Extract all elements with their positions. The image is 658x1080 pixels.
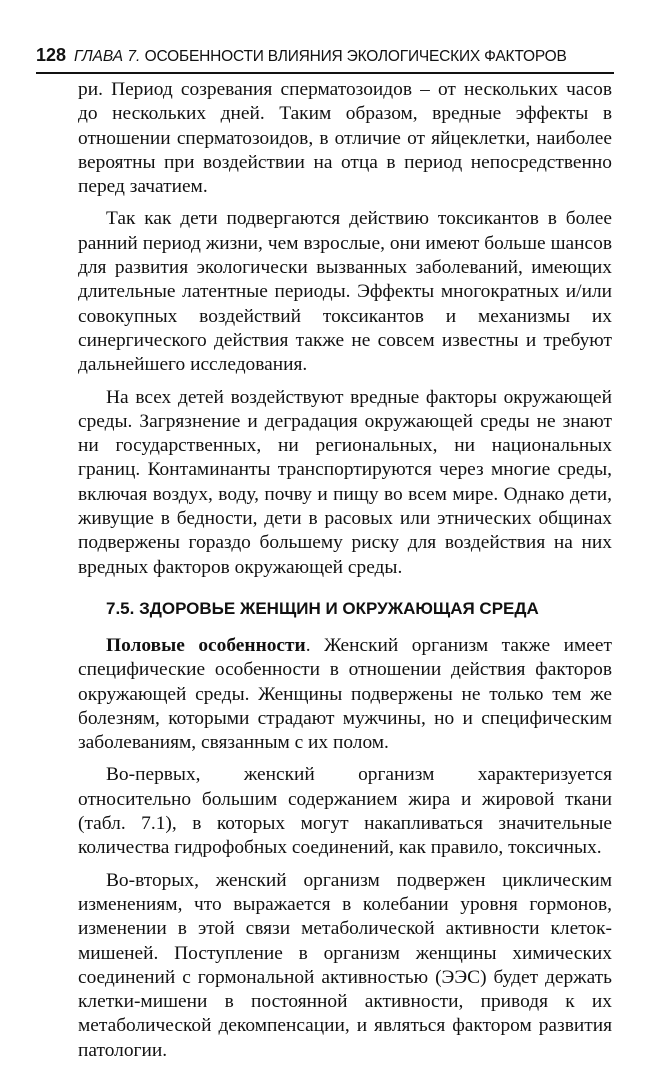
chapter-label: ГЛАВА 7. <box>74 48 141 65</box>
body-paragraph: На всех детей воздействуют вредные факторы окружающей среды. Загрязнение и деградация окружающей среды не знают ни государственных, ни региональных, ни национальных границ. Контаминанты транспортируются через многие среды, включая воздух, воду, почву и пищу во всем мире. Однако дети, живущие в бедности, дети в расовых или этнических общинах подвержены гораздо большему риску для воздействия на них вредных факторов окружающей среды. <box>78 386 612 578</box>
page-body <box>78 78 612 1071</box>
body-paragraph: ри. Период созревания сперматозоидов – от нескольких часов до нескольких дней. Таким образом, вредные эффекты в отношении сперматозоидов, в отличие от яйцеклетки, наиболее вероятны при воздействии на отца в период непосредственно перед зачатием. <box>78 79 612 198</box>
paragraph-text: . Женский организм также имеет специфические особенности в отношении действия факторов окружающей среды. Женщины подвержены не только тем же болезням, которыми страдают мужчины, но и специфическим заболеваниям, связанным с их полом. <box>78 634 612 754</box>
section-first-paragraph <box>78 634 612 755</box>
section-heading: 7.5. ЗДОРОВЬЕ ЖЕНЩИН И ОКРУЖАЮЩАЯ СРЕДА <box>106 598 539 618</box>
running-header <box>36 44 614 74</box>
page-number: 128 <box>36 45 67 65</box>
chapter-title: ОСОБЕННОСТИ ВЛИЯНИЯ ЭКОЛОГИЧЕСКИХ ФАКТОРОВ <box>144 48 567 65</box>
body-paragraph: Во-вторых, женский организм подвержен циклическим изменениям, что выражается в колебании уровня гормонов, изменении в этой связи метаболической активности клеток-мишеней. Поступление в организм женщины химических соединений с гормональной активностью (ЭЭС) будет держать клетки-мишени в постоянной активности, приводя к их метаболической декомпенсации, и являться фактором развития патологии. <box>78 869 612 1061</box>
body-paragraph: Во-первых, женский организм характеризуется относительно большим содержанием жира и жировой ткани (табл. 7.1), в которых могут накапливаться значительные количества гидрофобных соединений, как правило, токсичных. <box>78 764 612 859</box>
body-paragraph: Так как дети подвергаются действию токсикантов в более ранний период жизни, чем взрослые, они имеют больше шансов для развития экологически вызванных заболеваний, имеющих длительные латентные периоды. Эффекты многократных и/или совокупных воздействий токсикантов и механизмы их синергического действия также не совсем известны и требуют дальнейшего исследования. <box>78 208 612 376</box>
run-in-heading: Половые особенности <box>106 634 306 656</box>
